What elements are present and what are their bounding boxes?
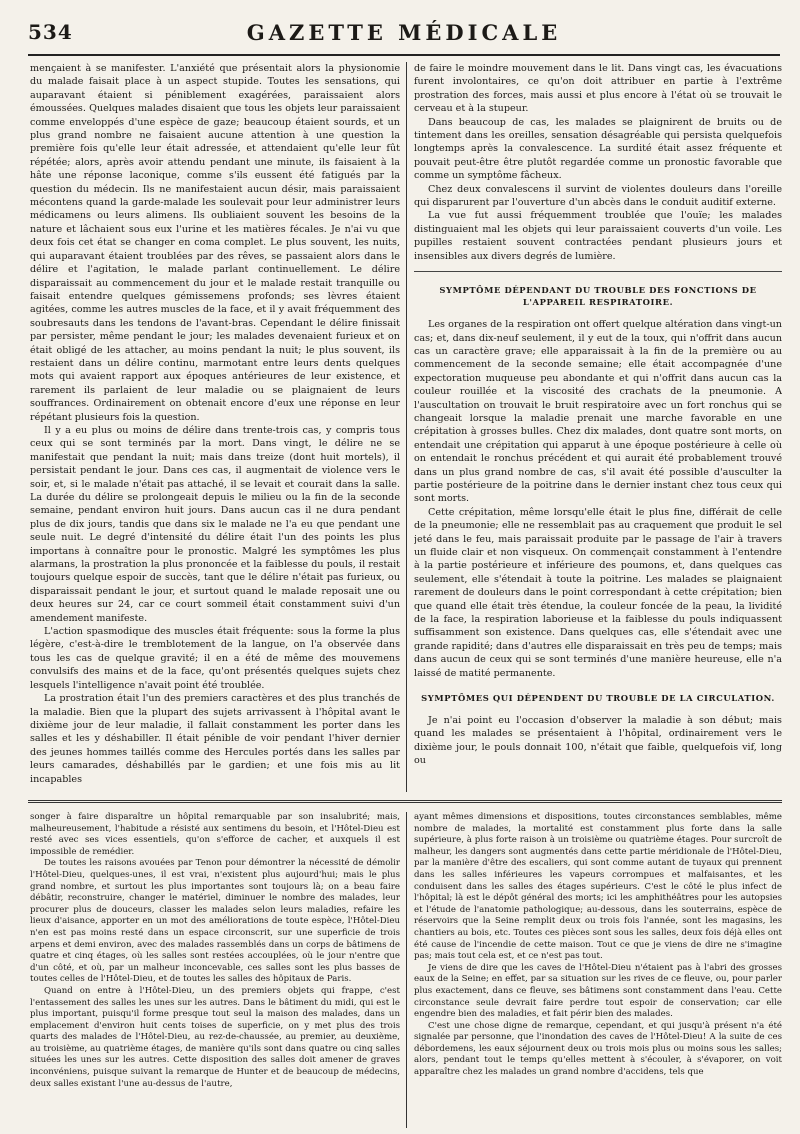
paragraph: Chez deux convalescens il survint de violentes douleurs dans l'oreille qui disparurent par l'ouverture d'un abcès dans le conduit auditif externe. (414, 183, 782, 209)
paragraph: La prostration était l'un des premiers caractères et des plus tranchés de la maladie. Bien que la plupart des sujets arrivassent à l'hôpital avant le dixième jour de leur maladie, il fallait constamment les porter dans les salles et les y déshabiller. Il était pénible de voir pendant l'hiver dernier des jeunes hommes taillés comme des Hercules portés dans les salles par leurs camarades, déshabillés par le gardien; et une fois mis au lit incapables (30, 693, 400, 785)
article-column-top-left (30, 62, 400, 792)
page-header (28, 14, 780, 56)
journal-title: GAZETTE MÉDICALE (246, 20, 562, 45)
paragraph: Dans beaucoup de cas, les malades se plaignirent de bruits ou de tintement dans les oreilles, sensation désagréable qui persista quelquefois longtemps après la convalescence. La surdité était assez fréquente et pouvait peut-être être plutôt regardée comme un pronostic favorable que comme un symptôme fâcheux. (414, 116, 782, 182)
column-divider (406, 812, 407, 1128)
paragraph: Je viens de dire que les caves de l'Hôtel-Dieu n'étaient pas à l'abri des grosses eaux de la Seine; en effet, par sa situation sur les rives de ce fleuve, ou, pour parler plus exactement, dans ce fleuve, ses bâtimens sont constamment dans l'eau. Cette circonstance seule devrait faire perdre tout espoir de conservation; car elle engendre bien des maladies, et fait périr bien des malades. (414, 962, 782, 1020)
paragraph: Il y a eu plus ou moins de délire dans trente-trois cas, y compris tous ceux qui se sont terminés par la mort. Dans vingt, le délire ne se manifestait que pendant la nuit; mais dans treize (dont huit mortels), il persistait pendant le jour. Dans ces cas, il augmentait de violence vers le soir, et, si le malade n'était pas attaché, il se levait et courait dans la salle. La durée du délire se prolongeait depuis le milieu ou la fin de la seconde semaine, pendant environ huit jours. Dans aucun cas il ne dura pendant plus de dix jours, tandis que dans six le malade ne l'a eu que pendant une seule nuit. Le degré d'intensité du délire était l'un des points les plus importans à connaître pour le pronostic. Malgré les symptômes les plus alarmans, la prostration la plus prononcée et la faiblesse du pouls, il restait toujours quelque espoir de succès, tant que le délire n'était pas furieux, ou disparaissait pendant le jour, et surtout quand le malade reposait une ou deux heures sur 24, car ce court sommeil était constamment suivi d'un amendement manifeste. (30, 424, 400, 624)
paragraph: L'action spasmodique des muscles était fréquente: sous la forme la plus légère, c'est-à-dire le tremblotement de la langue, on l'a observée dans tous les cas de quelque gravité; il en a été de même des mouvemens convulsifs des mains et de la face, qu'ont présentés quelques sujets chez lesquels l'intelligence n'avait point été troublée. (30, 626, 400, 691)
paragraph: De toutes les raisons avouées par Tenon pour démontrer la nécessité de démolir l'Hôtel-Dieu, quelques-unes, il est vrai, n'existent plus aujourd'hui; mais le plus grand nombre, et surtout les plus importantes sont toujours là; on a beau faire débâtir, reconstruire, changer le matériel, diminuer le nombre des malades, leur procurer plus de douceurs, classer les malades selon leurs maladies, refaire les lieux d'aisance, apporter en un mot des améliorations de toute espèce, l'Hôtel-Dieu n'en est pas moins resté dans un espace circonscrit, sur une superficie de trois arpens et demi environ, avec des malades rassemblés dans un corps de bâtimens de quatre et cinq étages, où les salles sont restées accouplées, où le jour n'entre que d'un côté, et où, par un malheur inconcevable, ces salles sont les plus basses de toutes celles de l'Hôtel-Dieu, et de toutes les salles des hôpitaux de Paris. (30, 858, 400, 985)
paragraph: Je n'ai point eu l'occasion d'observer la maladie à son début; mais quand les malades se présentaient à l'hôpital, ordinairement vers le dixième jour, le pouls donnait 100, n'était que faible, quelquefois vif, long ou (414, 715, 782, 767)
page-number: 534 (28, 20, 73, 44)
section-heading-circulation: SYMPTÔMES QUI DÉPENDENT DU TROUBLE DE LA CIRCULATION. (421, 693, 775, 704)
column-divider (406, 62, 407, 792)
feuilleton-column-left (30, 812, 400, 1128)
feuilleton-column-right (414, 812, 782, 1128)
section-divider (414, 271, 782, 272)
paragraph: C'est une chose digne de remarque, cependant, et qui jusqu'à présent n'a été signalée par personne, que l'inondation des caves de l'Hôtel-Dieu! A la suite de ces débordemens, les eaux séjournent deux ou trois mois plus ou moins sous les salles; alors, pendant tout le temps qu'elles mettent à s'écouler, à s'évaporer, on voit apparaître chez les malades un grand nombre d'accidens, tels que (414, 1020, 782, 1078)
paragraph: La vue fut aussi fréquemment troublée que l'ouïe; les malades distinguaient mal les objets qui leur paraissaient couverts d'un voile. Les pupilles restaient souvent contractées pendant plusieurs jours et insensibles aux divers degrés de lumière. (414, 210, 782, 262)
paragraph: ayant mêmes dimensions et dispositions, toutes circonstances semblables, même nombre de malades, la mortalité est constamment plus forte dans la salle supérieure, à plus forte raison à un troisième ou quatrième étages. Pour surcroît de malheur, les dangers sont augmentés dans cette partie méridionale de l'Hôtel-Dieu, par la manière d'être des escaliers, qui sont comme autant de tuyaux qui prennent dans les salles inférieures les vapeurs corrompues et malfaisantes, et les conduisent dans les salles des étages supérieurs. C'est le côté le plus infect de l'hôpital; là est le dépôt général des morts; ici les amphithéâtres pour les autopsies et l'étude de l'anatomie pathologique; au-dessous, dans les souterrains, espèce de réservoirs que la Seine remplit deux ou trois fois l'année, sont les magasins, les chantiers au bois, etc. Toutes ces pièces sont sous les salles, deux fois déjà elles ont été cause de l'incendie de cette maison. Tout ce que je viens de dire ne s'imagine pas; mais tout cela est, et ce n'est pas tout. (414, 812, 782, 962)
article-column-top-right (414, 62, 782, 792)
paragraph: Quand on entre à l'Hôtel-Dieu, un des premiers objets qui frappe, c'est l'entassement des salles les unes sur les autres. Dans le bâtiment du midi, qui est le plus important, puisqu'il forme presque tout seul la maison des malades, dans un emplacement d'environ huit cents toises de superficie, on y met plus des trois quarts des malades de l'Hôtel-Dieu, au rez-de-chaussée, au premier, au deuxième, au troisième, au quatrième étages, de manière qu'ils sont dans quatre ou cinq salles situées les unes sur les autres. Cette disposition des salles doit amener de graves inconvéniens, puisque suivant la remarque de Hunter et de beaucoup de médecins, deux salles existant l'une au-dessus de l'autre, (30, 985, 400, 1089)
paragraph: Cette crépitation, même lorsqu'elle était le plus fine, différait de celle de la pneumonie; elle ne ressemblait pas au craquement que produit le sel jeté dans le feu, mais paraissait produite par le passage de l'air à travers un fluide clair et non visqueux. On commençait constamment à l'entendre à la partie postérieure et inférieure des poumons, et, dans quelques cas seulement, elle s'étendait à toute la poitrine. Les malades se plaignaient rarement de douleurs dans le point correspondant à cette crépitation; bien que quand elle était très étendue, la couleur foncée de la peau, la lividité de la face, la respiration laborieuse et la faiblesse du pouls indiquassent suffisamment son existence. Dans quelques cas, elle s'étendait avec une grande rapidité; dans d'autres elle disparaissait en très peu de temps; mais dans aucun de ceux qui se sont terminés d'une manière heureuse, elle n'a laissé de matité permanente. (414, 506, 782, 679)
paragraph: songer à faire disparaître un hôpital remarquable par son insalubrité; mais, malheureusement, l'habitude a résisté aux sentimens du besoin, et l'Hôtel-Dieu est resté avec ses vices essentiels, qu'on s'efforce de cacher, et auxquels il est impossible de remédier. (30, 812, 400, 857)
section-heading-respiratory: SYMPTÔME DÉPENDANT DU TROUBLE DES FONCTIONS DE L'APPAREIL RESPIRATOIRE. (439, 285, 757, 308)
paragraph: de faire le moindre mouvement dans le lit. Dans vingt cas, les évacuations furent involontaires, ce qu'on doit attribuer en partie à l'extrême prostration des forces, mais aussi et plus encore à l'état où se trouvait le cerveau et à la stupeur. (414, 63, 782, 115)
section-separator-rule (28, 800, 782, 803)
paragraph: mençaient à se manifester. L'anxiété que présentait alors la physionomie du malade faisait place à un aspect stupide. Toutes les sensations, qui auparavant étaient si péniblement exagérées, paraissaient alors émoussées. Quelques malades disaient que tous les objets leur paraissaient comme enveloppés d'une espèce de gaze; beaucoup étaient sourds, et un plus grand nombre ne faisaient aucune attention à une question la première fois qu'elle leur était adressée, et attendaient qu'elle leur fût répétée; alors, après avoir attendu pendant une minute, ils faisaient à la hâte une réponse laconique, comme s'ils eussent été fatigués par la question du médecin. Ils ne manifestaient aucun désir, mais paraissaient mécontens quand la garde-malade les soulevait pour leur administrer leurs médicamens ou leurs alimens. Ils oubliaient souvent les besoins de la nature et lâchaient sous eux l'urine et les matières fécales. Je n'ai vu que deux fois cet état se changer en coma complet. Le plus souvent, les nuits, qui auparavant étaient troublées par des rêves, se passaient alors dans le délire et l'agitation, le malade parlant continuellement. Le délire disparaissait au commencement du jour et le malade restait tranquille ou faisait entendre quelques gémissemens profonds; ses lèvres étaient agitées, comme les autres muscles de la face, et il y avait fréquemment des soubresauts dans les tendons de l'avant-bras. Cependant le délire finissait par persister, même pendant le jour; les malades devenaient furieux et on était obligé de les attacher, au moins pendant la nuit; le plus souvent, ils restaient dans un délire continu, marmotant entre leurs dents quelques mots qui avaient rapport aux époques antérieures de leur existence, et rarement ils parlaient de leur maladie ou se plaignaient de leurs souffrances. Ordinairement on obtenait encore d'eux une réponse en leur répétant plusieurs fois la question. (30, 63, 400, 423)
paragraph: Les organes de la respiration ont offert quelque altération dans vingt-un cas; et, dans dix-neuf seulement, il y eut de la toux, qui n'offrit dans aucun cas un caractère grave; elle apparaissait à la fin de la première ou au commencement de la seconde semaine; elle était accompagnée d'une expectoration muqueuse peu abondante et qui n'offrit dans aucun cas la couleur rouillée et la viscosité des crachats de la pneumonie. A l'auscultation on trouvait le bruit respiratoire avec un fort ronchus qui se changeait lorsque la maladie prenait une marche favorable en une crépitation à grosses bulles. Chez dix malades, dont quatre sont morts, on entendait une crépitation qui apparut à une époque postérieure à celle où on entendait le ronchus précédent et qui aurait été probablement trouvé dans un plus grand nombre de cas, s'il avait été possible d'ausculter la partie postérieure de la poitrine dans le dernier instant chez tous ceux qui sont morts. (414, 319, 782, 505)
